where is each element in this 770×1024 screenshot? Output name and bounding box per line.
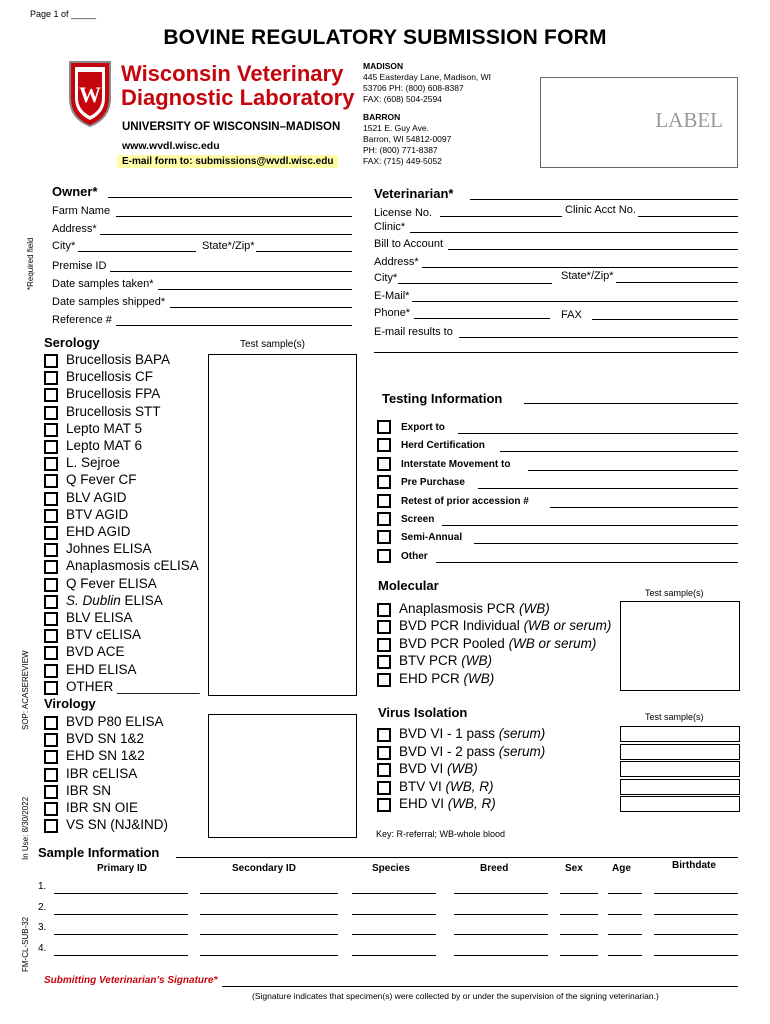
molecular-checkbox[interactable] xyxy=(377,620,391,634)
testing-checkbox[interactable] xyxy=(377,549,391,563)
lab-website[interactable]: www.wvdl.wisc.edu xyxy=(122,140,220,152)
barron-line3: PH: (800) 771-8387 xyxy=(363,145,438,155)
sample-row-field[interactable] xyxy=(352,914,436,915)
virus-isolation-item-label xyxy=(399,744,545,759)
virology-item-label: EHD SN 1&2 xyxy=(66,748,145,764)
sample-row-field[interactable] xyxy=(654,893,738,894)
serology-test-samples-label: Test sample(s) xyxy=(240,339,306,350)
serology-heading: Serology xyxy=(44,335,100,350)
testing-item-field[interactable] xyxy=(442,525,738,526)
vet-state-zip-label: State*/Zip* xyxy=(561,270,614,282)
testing-item-field[interactable] xyxy=(458,433,738,434)
serology-checkbox[interactable] xyxy=(44,423,58,437)
serology-checkbox[interactable] xyxy=(44,457,58,471)
sample-row-field[interactable] xyxy=(560,934,598,935)
virus-isolation-checkbox[interactable] xyxy=(377,781,391,795)
signature-field[interactable] xyxy=(222,986,738,987)
signature-note: (Signature indicates that specimen(s) were collected by or under the supervision of the signing veterinarian.) xyxy=(252,991,659,1001)
molecular-checkbox[interactable] xyxy=(377,603,391,617)
sample-info-field[interactable] xyxy=(176,857,738,858)
item-name: Anaplasmosis PCR xyxy=(399,601,520,616)
item-name: BVD PCR Pooled xyxy=(399,635,509,651)
testing-item-field[interactable] xyxy=(500,451,738,452)
virology-item-label: VS SN (NJ&IND) xyxy=(66,817,169,833)
item-name: EHD VI xyxy=(399,796,448,812)
item-sample-type: (WB) xyxy=(519,601,550,616)
vet-city-field[interactable] xyxy=(398,283,552,284)
serology-checkbox[interactable] xyxy=(44,440,58,454)
serology-item-label: BTV AGID xyxy=(66,506,129,522)
molecular-test-samples-label: Test sample(s) xyxy=(645,588,704,598)
vet-email-label: E-Mail* xyxy=(374,290,410,302)
item-name: BVD VI - 1 pass xyxy=(399,726,499,741)
vet-field[interactable] xyxy=(470,199,738,200)
results-email-field-2[interactable] xyxy=(374,352,738,353)
item-name: BVD PCR Individual xyxy=(399,618,524,634)
virology-heading: Virology xyxy=(44,696,96,711)
sample-row-field[interactable] xyxy=(654,914,738,915)
serology-item-label: L. Sejroe xyxy=(66,455,121,471)
serology-checkbox[interactable] xyxy=(44,629,58,643)
sample-row-field[interactable] xyxy=(560,914,598,915)
serology-checkbox[interactable] xyxy=(44,595,58,609)
university-name: UNIVERSITY OF WISCONSIN–MADISON xyxy=(122,121,341,133)
sample-column-header: Sex xyxy=(565,863,583,874)
serology-item-label xyxy=(66,593,163,608)
premise-id-field[interactable] xyxy=(110,271,352,272)
owner-address-label: Address* xyxy=(52,223,97,235)
results-email-label: E-mail results to xyxy=(374,326,453,338)
item-name: EHD PCR xyxy=(399,670,464,686)
serology-checkbox[interactable] xyxy=(44,388,58,402)
serology-checkbox[interactable] xyxy=(44,543,58,557)
barron-line4: FAX: (715) 449-5052 xyxy=(363,156,442,166)
serology-item-label: Brucellosis CF xyxy=(66,369,154,385)
serology-item-label: BLV AGID xyxy=(66,489,127,505)
fax-label: FAX xyxy=(561,309,582,321)
testing-item-label: Export to xyxy=(401,422,445,433)
serology-checkbox[interactable] xyxy=(44,354,58,368)
date-shipped-label: Date samples shipped* xyxy=(52,296,166,308)
virus-isolation-item-label xyxy=(399,726,545,741)
testing-heading-field[interactable] xyxy=(524,403,738,404)
owner-heading: Owner* xyxy=(52,184,98,199)
sample-row-field[interactable] xyxy=(654,934,738,935)
testing-checkbox[interactable] xyxy=(377,420,391,434)
molecular-item-label xyxy=(399,653,492,668)
item-sample-type: (WB) xyxy=(461,653,493,669)
license-field[interactable] xyxy=(440,216,562,217)
serology-checkbox[interactable] xyxy=(44,509,58,523)
item-name: BVD VI xyxy=(399,761,448,777)
molecular-test-samples-field[interactable] xyxy=(620,601,740,691)
serology-item-label: Brucellosis FPA xyxy=(66,386,161,402)
owner-state-zip-label: State*/Zip* xyxy=(202,240,255,252)
virus-isolation-checkbox[interactable] xyxy=(377,746,391,760)
virology-checkbox[interactable] xyxy=(44,750,58,764)
barron-line1: 1521 E. Guy Ave. xyxy=(363,123,429,133)
farm-name-label: Farm Name xyxy=(52,205,111,217)
sample-row-field[interactable] xyxy=(352,955,436,956)
vi-test-sample-field[interactable] xyxy=(620,726,740,742)
vet-city-label: City* xyxy=(374,272,398,284)
testing-item-field[interactable] xyxy=(474,543,738,544)
owner-field[interactable] xyxy=(108,197,352,198)
molecular-checkbox[interactable] xyxy=(377,655,391,669)
virus-isolation-checkbox[interactable] xyxy=(377,798,391,812)
virology-item-label: BVD SN 1&2 xyxy=(66,731,145,747)
sample-row-number: 4. xyxy=(38,942,47,954)
vet-email-field[interactable] xyxy=(412,301,738,302)
serology-item-label: Lepto MAT 6 xyxy=(66,438,143,453)
testing-checkbox[interactable] xyxy=(377,530,391,544)
sample-column-header: Age xyxy=(612,863,631,874)
phone-label: Phone* xyxy=(374,307,411,319)
serology-checkbox[interactable] xyxy=(44,578,58,592)
sample-row-field[interactable] xyxy=(54,955,188,956)
virus-isolation-checkbox[interactable] xyxy=(377,728,391,742)
sample-column-header: Primary ID xyxy=(97,863,148,874)
virus-isolation-item-label xyxy=(399,779,494,794)
license-label: License No. xyxy=(374,207,433,219)
sample-column-header: Species xyxy=(372,863,410,874)
svg-text:W: W xyxy=(79,82,101,107)
vi-test-sample-field[interactable] xyxy=(620,796,740,812)
page-of-label: Page 1 of xyxy=(30,9,69,19)
sample-row-field[interactable] xyxy=(200,893,338,894)
virology-item-label: IBR SN xyxy=(66,782,112,798)
submission-email[interactable]: E-mail form to: submissions@wvdl.wisc.edu xyxy=(117,155,338,168)
virology-checkbox[interactable] xyxy=(44,733,58,747)
serology-item-label: BLV ELISA xyxy=(66,610,133,625)
sample-row-field[interactable] xyxy=(608,955,642,956)
serology-checkbox[interactable] xyxy=(44,492,58,506)
serology-item-label: BTV cELISA xyxy=(66,627,142,643)
vet-address-field[interactable] xyxy=(422,267,738,268)
page-number xyxy=(30,9,96,19)
serology-item-label: Q Fever ELISA xyxy=(66,575,157,591)
in-use-date: In Use: 8/30/2022 xyxy=(21,796,30,860)
sample-row-field[interactable] xyxy=(454,955,548,956)
serology-item-label: EHD AGID xyxy=(66,524,131,539)
molecular-checkbox[interactable] xyxy=(377,638,391,652)
phone-field[interactable] xyxy=(414,318,550,319)
testing-item-field[interactable] xyxy=(478,488,738,489)
serology-item-label: OTHER ___________ xyxy=(66,678,200,694)
uw-crest-icon xyxy=(66,58,114,128)
item-sample-type: (WB or serum) xyxy=(508,635,597,651)
virology-checkbox[interactable] xyxy=(44,768,58,782)
serology-checkbox[interactable] xyxy=(44,646,58,660)
sample-row-field[interactable] xyxy=(608,893,642,894)
clinic-field[interactable] xyxy=(410,232,738,233)
item-sample-type: (WB) xyxy=(447,761,478,777)
serology-item-label: Q Fever CF xyxy=(66,472,137,488)
virus-isolation-test-samples-label: Test sample(s) xyxy=(645,712,704,722)
label-box[interactable] xyxy=(540,77,738,168)
sample-row-field[interactable] xyxy=(454,893,548,894)
sample-column-header: Secondary ID xyxy=(232,863,296,874)
serology-item-label: Lepto MAT 5 xyxy=(66,420,143,436)
virology-checkbox[interactable] xyxy=(44,819,58,833)
serology-checkbox[interactable] xyxy=(44,371,58,385)
vet-address-label: Address* xyxy=(374,256,419,268)
testing-checkbox[interactable] xyxy=(377,475,391,489)
testing-item-label: Screen xyxy=(401,514,435,525)
testing-checkbox[interactable] xyxy=(377,457,391,471)
owner-address-field[interactable] xyxy=(100,234,352,235)
testing-checkbox[interactable] xyxy=(377,512,391,526)
owner-state-zip-field[interactable] xyxy=(256,251,352,252)
form-title: BOVINE REGULATORY SUBMISSION FORM xyxy=(163,26,607,49)
owner-city-field[interactable] xyxy=(78,251,196,252)
madison-address xyxy=(363,61,491,105)
virus-isolation-checkbox[interactable] xyxy=(377,763,391,777)
madison-line2: 53706 PH: (800) 608-8387 xyxy=(363,83,464,93)
virology-checkbox[interactable] xyxy=(44,785,58,799)
sample-row-field[interactable] xyxy=(54,893,188,894)
sample-row-field[interactable] xyxy=(608,914,642,915)
testing-item-field[interactable] xyxy=(550,507,738,508)
serology-checkbox[interactable] xyxy=(44,526,58,540)
item-sample-type: (serum) xyxy=(498,743,546,759)
sample-row-field[interactable] xyxy=(352,934,436,935)
sample-row-field[interactable] xyxy=(560,955,598,956)
serology-checkbox[interactable] xyxy=(44,474,58,488)
label-box-text: LABEL xyxy=(655,108,723,132)
testing-item-label: Retest of prior accession # xyxy=(401,495,529,507)
molecular-checkbox[interactable] xyxy=(377,673,391,687)
item-sample-type: (WB) xyxy=(463,670,495,686)
item-sample-type: (WB or serum) xyxy=(523,618,612,634)
reference-field[interactable] xyxy=(116,325,352,326)
testing-item-label: Herd Certification xyxy=(401,440,485,452)
sample-row-number: 1. xyxy=(38,881,47,892)
vi-test-sample-field[interactable] xyxy=(620,761,740,777)
molecular-item-label xyxy=(399,671,494,686)
results-email-field[interactable] xyxy=(459,337,738,338)
key-note: Key: R-referral; WB-whole blood xyxy=(376,829,506,839)
molecular-item-label xyxy=(399,636,596,651)
vet-heading: Veterinarian* xyxy=(374,186,454,201)
fax-field[interactable] xyxy=(592,319,738,320)
sample-row-field[interactable] xyxy=(54,934,188,935)
date-taken-label: Date samples taken* xyxy=(52,278,154,290)
sop-code: SOP: ACASEREVIEW xyxy=(21,650,30,730)
serology-dublin-rest: ELISA xyxy=(120,592,163,608)
serology-item-label: Anaplasmosis cELISA xyxy=(66,558,199,574)
sample-row-field[interactable] xyxy=(454,914,548,915)
item-sample-type: (serum) xyxy=(498,726,546,741)
reference-label: Reference # xyxy=(52,314,112,326)
testing-checkbox[interactable] xyxy=(377,438,391,452)
virus-isolation-item-label xyxy=(399,761,478,776)
sample-row-field[interactable] xyxy=(560,893,598,894)
serology-item-label: Brucellosis BAPA xyxy=(66,352,171,367)
sample-row-field[interactable] xyxy=(654,955,738,956)
date-shipped-field[interactable] xyxy=(170,307,352,308)
page-total-blank[interactable]: _____ xyxy=(71,9,97,19)
date-taken-field[interactable] xyxy=(158,289,352,290)
item-name: BVD VI - 2 pass xyxy=(399,743,499,759)
bill-account-field[interactable] xyxy=(448,249,738,250)
molecular-heading: Molecular xyxy=(378,578,439,593)
sample-row-field[interactable] xyxy=(352,893,436,894)
sample-row-number: 2. xyxy=(38,901,47,913)
clinic-acct-label: Clinic Acct No. xyxy=(565,204,636,216)
barron-heading: BARRON xyxy=(363,112,401,122)
lab-name xyxy=(121,62,354,110)
virology-item-label: IBR SN OIE xyxy=(66,800,139,815)
bill-account-label: Bill to Account xyxy=(374,238,444,250)
sample-row-field[interactable] xyxy=(454,934,548,935)
sample-column-header: Breed xyxy=(480,863,509,874)
serology-item-label: Johnes ELISA xyxy=(66,541,152,557)
serology-dublin-italic: S. Dublin xyxy=(66,592,121,608)
serology-checkbox[interactable] xyxy=(44,612,58,626)
testing-item-field[interactable] xyxy=(528,470,738,471)
vet-state-zip-field[interactable] xyxy=(616,282,738,283)
virology-test-samples-field[interactable] xyxy=(208,714,357,838)
barron-line2: Barron, WI 54812-0097 xyxy=(363,134,452,144)
sample-row-field[interactable] xyxy=(200,955,338,956)
testing-checkbox[interactable] xyxy=(377,494,391,508)
premise-id-label: Premise ID xyxy=(52,260,107,272)
serology-test-samples-field[interactable] xyxy=(208,354,357,696)
virology-checkbox[interactable] xyxy=(44,716,58,730)
virus-isolation-item-label xyxy=(399,796,496,811)
testing-item-label: Other xyxy=(401,550,428,562)
madison-line3: FAX: (608) 504-2594 xyxy=(363,94,442,104)
serology-checkbox[interactable] xyxy=(44,406,58,420)
sample-row-field[interactable] xyxy=(200,914,338,915)
clinic-acct-field[interactable] xyxy=(638,216,738,217)
farm-name-field[interactable] xyxy=(116,216,352,217)
testing-item-field[interactable] xyxy=(436,562,738,563)
item-name: BTV PCR xyxy=(399,653,462,669)
madison-line1: 445 Easterday Lane, Madison, WI xyxy=(363,72,492,82)
molecular-item-label xyxy=(399,601,550,616)
virus-isolation-heading: Virus Isolation xyxy=(378,705,468,720)
serology-item-label: BVD ACE xyxy=(66,644,125,660)
serology-item-label: EHD ELISA xyxy=(66,661,137,677)
lab-name-line1: Wisconsin Veterinary xyxy=(121,61,344,86)
required-field-note: *Required field xyxy=(26,237,35,290)
vi-test-sample-field[interactable] xyxy=(620,779,740,795)
molecular-item-label xyxy=(399,618,611,633)
serology-checkbox[interactable] xyxy=(44,664,58,678)
lab-name-line2: Diagnostic Laboratory xyxy=(121,85,355,110)
barron-address xyxy=(363,112,451,167)
item-sample-type: (WB, R) xyxy=(445,778,494,794)
sample-info-heading: Sample Information xyxy=(38,845,160,860)
sample-row-number: 3. xyxy=(38,922,47,933)
virology-checkbox[interactable] xyxy=(44,802,58,816)
item-name: BTV VI xyxy=(399,778,446,794)
sample-column-header: Birthdate xyxy=(672,860,716,871)
item-sample-type: (WB, R) xyxy=(447,796,496,812)
testing-heading: Testing Information xyxy=(382,391,503,406)
form-number: FM-CL-SUB-32 xyxy=(21,916,30,972)
madison-heading: MADISON xyxy=(363,61,404,71)
serology-checkbox[interactable] xyxy=(44,681,58,695)
vi-test-sample-field[interactable] xyxy=(620,744,740,760)
virology-item-label: IBR cELISA xyxy=(66,765,138,781)
testing-item-label: Interstate Movement to xyxy=(401,458,511,470)
testing-item-label: Pre Purchase xyxy=(401,477,465,489)
sample-row-field[interactable] xyxy=(54,914,188,915)
testing-item-label: Semi-Annual xyxy=(401,532,463,544)
clinic-label: Clinic* xyxy=(374,221,406,233)
owner-city-label: City* xyxy=(52,240,76,252)
sample-row-field[interactable] xyxy=(608,934,642,935)
virology-item-label: BVD P80 ELISA xyxy=(66,714,164,729)
signature-label: Submitting Veterinarian’s Signature* xyxy=(44,975,218,986)
sample-row-field[interactable] xyxy=(200,934,338,935)
serology-checkbox[interactable] xyxy=(44,560,58,574)
serology-item-label: Brucellosis STT xyxy=(66,403,161,419)
